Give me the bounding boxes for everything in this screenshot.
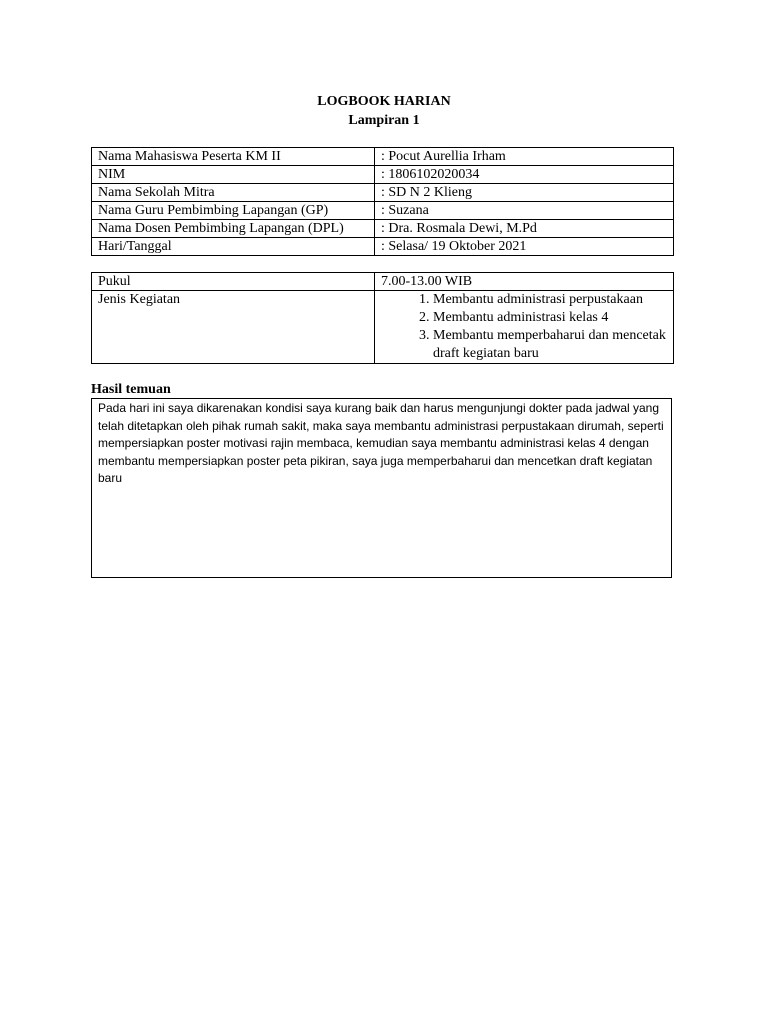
field-lecturer-label: Nama Dosen Pembimbing Lapangan (DPL) — [92, 220, 375, 238]
findings-heading: Hasil temuan — [91, 382, 171, 397]
list-item: 3. Membantu memperbaharui dan mencetak draft kegiatan baru — [433, 327, 667, 363]
table-row — [92, 202, 674, 220]
page-subtitle: Lampiran 1 — [348, 113, 420, 128]
page-title: LOGBOOK HARIAN — [317, 94, 451, 109]
time-value: 7.00-13.00 WIB — [375, 273, 674, 291]
student-info-table — [91, 147, 674, 256]
day-date-label: Hari/Tanggal — [92, 238, 375, 256]
list-item: 1. Membantu administrasi perpustakaan — [433, 291, 667, 309]
student-name-label: Nama Mahasiswa Peserta KM II — [92, 148, 375, 166]
field-lecturer-value: : Dra. Rosmala Dewi, M.Pd — [375, 220, 674, 238]
activity-type-label: Jenis Kegiatan — [92, 291, 375, 364]
findings-text-box: Pada hari ini saya dikarenakan kondisi saya kurang baik dan harus mengunjungi dokter pada jadwal yang telah ditetapkan oleh pihak rumah sakit, maka saya membantu administrasi perpustakaan dirumah, seperti mempersiapkan poster motivasi rajin membaca, kemudian saya membantu administrasi kelas 4 dengan membantu mempersiapkan poster peta pikiran, saya juga memperbaharui dan mencetkan draft kegiatan baru — [91, 398, 672, 578]
field-teacher-value: : Suzana — [375, 202, 674, 220]
activity-list — [381, 291, 667, 363]
table-row — [92, 273, 674, 291]
table-row — [92, 184, 674, 202]
student-name-value: : Pocut Aurellia Irham — [375, 148, 674, 166]
school-name-value: : SD N 2 Klieng — [375, 184, 674, 202]
school-name-label: Nama Sekolah Mitra — [92, 184, 375, 202]
activity-table — [91, 272, 674, 364]
list-item: 2. Membantu administrasi kelas 4 — [433, 309, 667, 327]
nim-label: NIM — [92, 166, 375, 184]
table-row — [92, 148, 674, 166]
day-date-value: : Selasa/ 19 Oktober 2021 — [375, 238, 674, 256]
activity-list-cell — [375, 291, 674, 364]
table-row — [92, 291, 674, 364]
time-label: Pukul — [92, 273, 375, 291]
table-row — [92, 220, 674, 238]
table-row — [92, 166, 674, 184]
table-row — [92, 238, 674, 256]
field-teacher-label: Nama Guru Pembimbing Lapangan (GP) — [92, 202, 375, 220]
nim-value: : 1806102020034 — [375, 166, 674, 184]
